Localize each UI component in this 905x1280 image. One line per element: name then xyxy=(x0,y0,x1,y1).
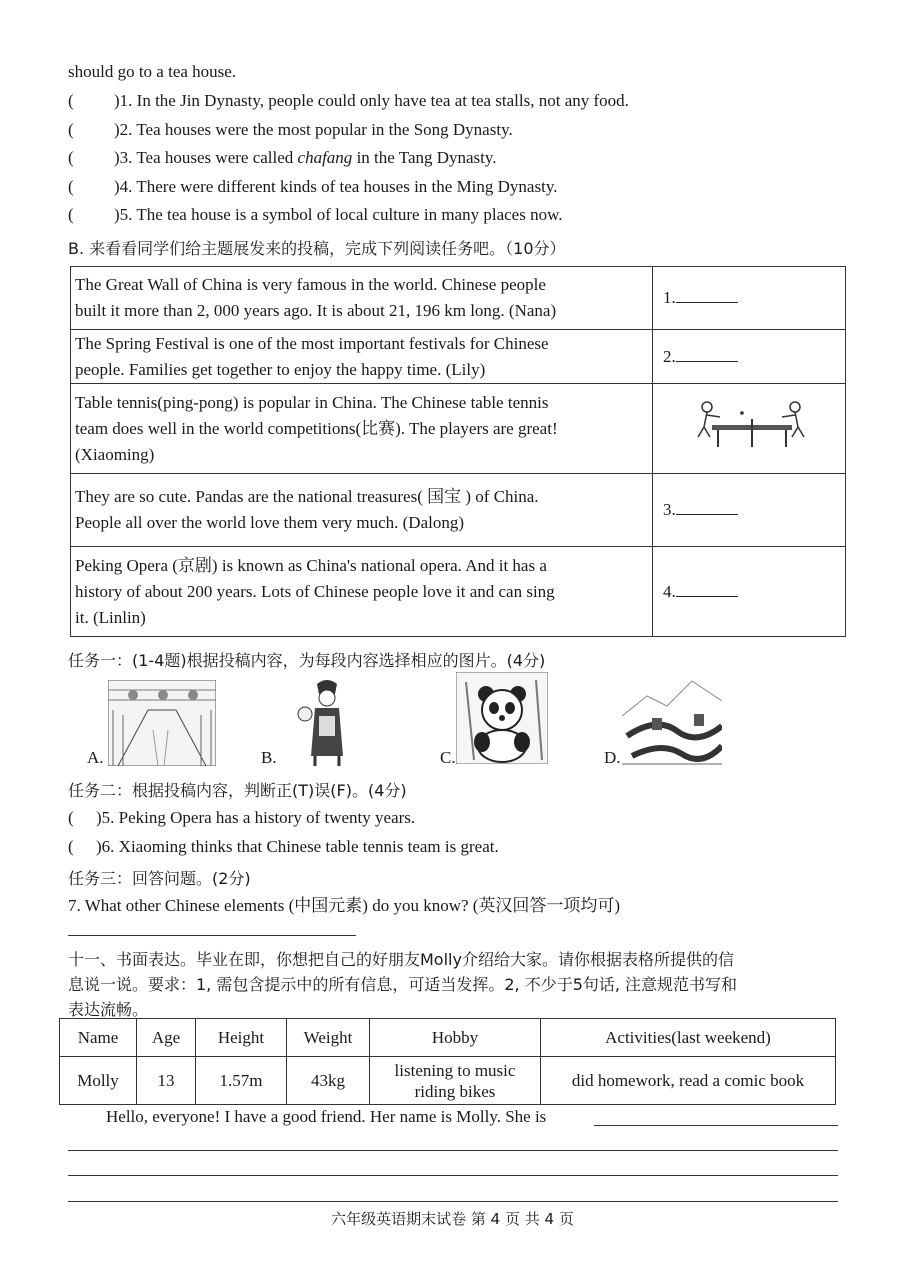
writing-title-line: 表达流畅。 xyxy=(68,1000,149,1019)
info-table xyxy=(59,1018,836,1105)
peking-opera-picture xyxy=(297,676,357,773)
answer-cell: 3. xyxy=(653,474,846,547)
table-cell: 1.57m xyxy=(196,1057,287,1105)
header-cell: Hobby xyxy=(370,1019,541,1057)
answer-paren[interactable]: ( xyxy=(68,120,74,139)
table-row xyxy=(71,330,846,384)
tf-item: ( )5. The tea house is a symbol of local culture in many places now. xyxy=(68,205,563,224)
task3-title: 任务三：回答问题。(2分) xyxy=(68,869,251,888)
page-footer: 六年级英语期末试卷 第 4 页 共 4 页 xyxy=(331,1210,574,1228)
submission-text: Table tennis(ping-pong) is popular in China. The Chinese table tennis team does well in the world competitions(比赛). The players are great! (Xiaoming) xyxy=(71,384,653,474)
tf-item: ( )3. Tea houses were called chafang in the Tang Dynasty. xyxy=(68,148,497,167)
tf-item: ( )6. Xiaoming thinks that Chinese table tennis team is great. xyxy=(68,837,499,856)
table-row xyxy=(71,474,846,547)
header-cell: Age xyxy=(137,1019,196,1057)
table-row xyxy=(71,547,846,637)
intro-line: should go to a tea house. xyxy=(68,62,237,81)
table-cell: 13 xyxy=(137,1057,196,1105)
task2-title: 任务二：根据投稿内容，判断正(T)误(F)。(4分) xyxy=(68,781,407,800)
answer-blank[interactable] xyxy=(676,500,738,515)
table-row xyxy=(60,1057,836,1105)
submission-text: They are so cute. Pandas are the national treasures( 国宝 ) of China. People all over the world love them very much. (Dalong) xyxy=(71,474,653,547)
writing-line[interactable] xyxy=(68,1201,838,1202)
submissions-table xyxy=(70,266,846,637)
answer-line[interactable] xyxy=(68,935,356,936)
header-cell: Activities(last weekend) xyxy=(541,1019,836,1057)
answer-paren[interactable]: ( xyxy=(68,91,74,110)
tf-item: ( )1. In the Jin Dynasty, people could only have tea at tea stalls, not any food. xyxy=(68,91,629,110)
submission-text: The Great Wall of China is very famous in the world. Chinese people built it more than 2, 000 years ago. It is about 21, 196 km long. (Nana) xyxy=(71,267,653,330)
section-b-title: B. 来看看同学们给主题展发来的投稿，完成下列阅读任务吧。（10分） xyxy=(68,239,566,258)
tf-item: ( )5. Peking Opera has a history of twenty years. xyxy=(68,808,416,827)
writing-title-line: 息说一说。要求：1, 需包含提示中的所有信息，可适当发挥。2, 不少于5句话, 注意规范书写和 xyxy=(68,975,738,994)
writing-line[interactable] xyxy=(68,1175,838,1176)
tf-item: ( )4. There were different kinds of tea houses in the Ming Dynasty. xyxy=(68,177,558,196)
answer-paren[interactable]: ( xyxy=(68,177,74,196)
submission-text: Peking Opera (京剧) is known as China's national opera. And it has a history of about 200 years. Lots of Chinese people love it and can sing it. (Linlin) xyxy=(71,547,653,637)
table-cell: did homework, read a comic book xyxy=(541,1057,836,1105)
table-header-row xyxy=(60,1019,836,1057)
panda-picture xyxy=(456,672,548,769)
option-c-label: C. xyxy=(440,748,456,767)
answer-cell: 1. xyxy=(653,267,846,330)
festival-street-picture xyxy=(108,680,216,771)
table-cell: listening to music riding bikes xyxy=(370,1057,541,1105)
submission-text: The Spring Festival is one of the most important festivals for Chinese people. Families get together to enjoy the happy time. (Lily) xyxy=(71,330,653,384)
header-cell: Height xyxy=(196,1019,287,1057)
header-cell: Name xyxy=(60,1019,137,1057)
great-wall-picture xyxy=(622,676,722,771)
table-row xyxy=(71,267,846,330)
writing-title-line: 十一、书面表达。毕业在即，你想把自己的好朋友Molly介绍给大家。请你根据表格所提供的信 xyxy=(68,950,734,969)
answer-blank[interactable] xyxy=(676,347,738,362)
answer-blank[interactable] xyxy=(676,582,738,597)
answer-cell: 4. xyxy=(653,547,846,637)
answer-blank[interactable] xyxy=(676,288,738,303)
answer-paren[interactable]: ( xyxy=(68,148,74,167)
answer-cell: 2. xyxy=(653,330,846,384)
table-row xyxy=(71,384,846,474)
table-cell: Molly xyxy=(60,1057,137,1105)
writing-line[interactable] xyxy=(594,1125,838,1126)
writing-start: Hello, everyone! I have a good friend. Her name is Molly. She is xyxy=(106,1107,547,1126)
answer-paren[interactable]: ( xyxy=(68,205,74,224)
ping-pong-icon xyxy=(653,384,846,474)
header-cell: Weight xyxy=(287,1019,370,1057)
task1-title: 任务一：(1-4题)根据投稿内容，为每段内容选择相应的图片。(4分) xyxy=(68,651,546,670)
tf-item: ( )2. Tea houses were the most popular in the Song Dynasty. xyxy=(68,120,513,139)
writing-line[interactable] xyxy=(68,1150,838,1151)
option-d-label: D. xyxy=(604,748,621,767)
task3-question: 7. What other Chinese elements (中国元素) do you know? (英汉回答一项均可) xyxy=(68,896,621,915)
option-a-label: A. xyxy=(87,748,104,767)
answer-paren[interactable]: ( xyxy=(68,837,74,856)
answer-paren[interactable]: ( xyxy=(68,808,74,827)
table-cell: 43kg xyxy=(287,1057,370,1105)
option-b-label: B. xyxy=(261,748,277,767)
